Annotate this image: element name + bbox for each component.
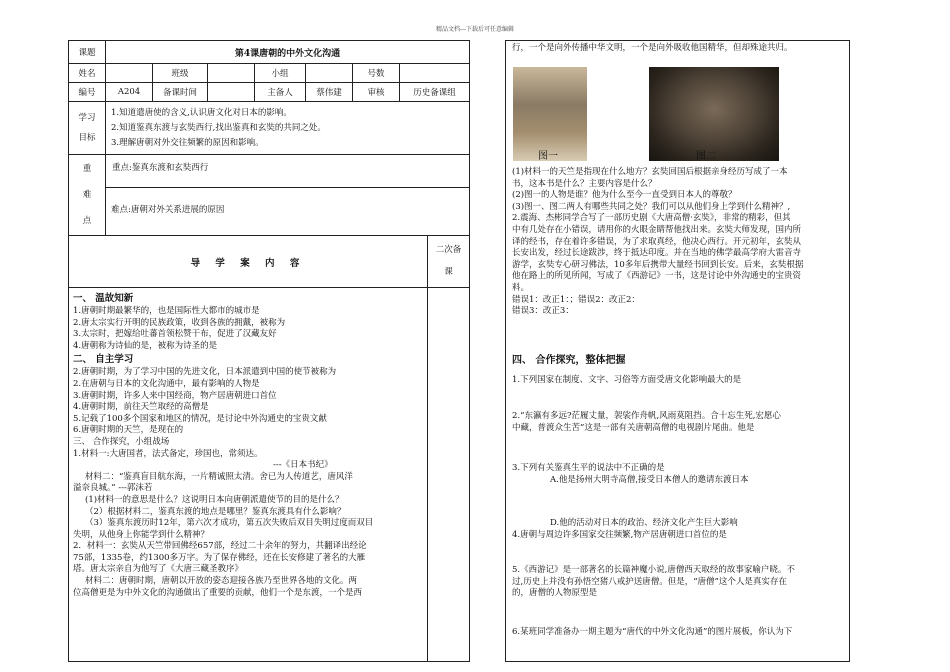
body-line: 材料二：“鉴真盲目航东海，一片精诚照太清。舍已为人传道艺，唐风洋	[85, 471, 353, 482]
title-label: 课题	[69, 41, 106, 63]
content-header-row	[69, 236, 469, 288]
body-line: 4.唐朝称为诗仙的是，被称为诗圣的是	[73, 340, 218, 351]
body-line: 二、 自主学习	[73, 354, 134, 366]
difficult-point: 难点:唐朝对外关系进展的原因	[111, 205, 225, 215]
key-point: 重点:鉴真东渡和玄奘西行	[112, 163, 209, 173]
question-3-option-a: A.他是扬州大明寺高僧,接受日本僧人的邀请东渡日本	[550, 475, 749, 485]
number-label: 号数	[353, 64, 400, 82]
question-5-line: 的，唐僧的人物原型是	[512, 588, 598, 599]
body-line: 75部，1335卷，约1300多万字。为了保存佛经，还在长安修建了著名的大雁	[73, 552, 366, 563]
body-line: 3.太宗时，把嫁给吐蕃首领松赞干布，促进了汉藏友好	[73, 329, 277, 340]
prep-time-value	[208, 83, 255, 101]
name-label: 姓名	[69, 64, 106, 82]
question-5-line: 过,历史上并没有孙悟空猪八戒护送唐僧。但是，“唐僧”这个人是真实存在	[512, 576, 787, 587]
name-row	[69, 64, 469, 83]
question-2-line: 2.“东瀛有多远?茫履丈量，袈裟作舟帆,风雨莫阻挡。合十忘生死,宏愿心	[512, 411, 781, 421]
preparer-label: 主备人	[255, 83, 306, 101]
body-line: ---《日本书纪》	[273, 460, 333, 471]
body-line: （2）根据材料二，鉴真东渡的地点是哪里？鉴真东渡具有什么影响？	[85, 506, 346, 517]
body-line: （3）鉴真东渡历时12年，第六次才成功，第五次失败后双目失明过度而双目	[85, 518, 374, 529]
right-body-text	[512, 167, 850, 318]
class-value	[208, 64, 255, 82]
class-label: 班级	[153, 64, 208, 82]
body-line: 一、 温故知新	[73, 293, 134, 304]
body-line: 2.在唐朝与日本的文化沟通中，最有影响的人物是	[73, 378, 260, 389]
question-5-line: 5.《西游记》是一部著名的长篇神魔小说,唐僧西天取经的故事家喻户晓。不	[512, 565, 795, 575]
code-value: A204	[106, 83, 153, 101]
body-line: (3)图一、图二两人有哪些共同之处？我们可以从他们身上学到什么精神？,	[512, 201, 791, 212]
body-line: 书，这本书是什么？主要内容是什么？	[512, 178, 657, 189]
preparer-value: 蔡伟建	[306, 83, 353, 101]
figure-1-caption: 图一	[538, 151, 558, 162]
body-line: 失明，从他身上你能学到什么精神？	[73, 529, 210, 540]
body-line: 材料二：唐朝时期，唐朝以开放的姿态迎接各族乃至世界各地的文化。两	[85, 576, 358, 587]
body-line: 中有几处存在小错误，请用你的火眼金睛帮他找出来。玄奘大师发现，国内所	[512, 224, 802, 235]
goals-list	[111, 106, 326, 151]
body-line: 译的经书，存在着许多错误，为了求取真经，他决心西行。开元初年，玄奘从	[512, 236, 802, 247]
group-value	[306, 64, 353, 82]
code-label: 编号	[69, 83, 106, 101]
lesson-table	[68, 40, 470, 662]
goal-item: 3.理解唐朝对外交往频繁的原因和影响。	[111, 138, 264, 148]
body-line: 长安出发，经过长途跋涉，终于抵达印度。并在当地的佛学最高学府大雷音寺	[512, 248, 802, 259]
body-line: 游学，玄奘专心研习佛法，10多年后携带大量经书回到长安。后来，玄奘根据	[512, 259, 804, 270]
body-line: 溢奈良城。” ---郭沫若	[73, 483, 153, 494]
question-4: 4.唐朝与周边许多国家交往频繁,物产居唐朝进口首位的是	[512, 530, 727, 540]
body-line: 错误1：改正1：；错误2：改正2：	[512, 294, 640, 305]
body-line: 6.唐朝时期的天竺，是现在的	[73, 425, 184, 436]
page-header: 精品文档---下载后可任意编辑	[435, 26, 515, 33]
content-header: 导 学 案 内 容	[69, 236, 428, 287]
body-line: 2．材料一：玄奘从天竺带回佛经657部，经过二十余年的努力，共翻译出经论	[73, 541, 367, 552]
number-value	[400, 64, 469, 82]
body-line: (2)图一的人物是谁？他为什么至今一直受到日本人的尊敬？	[512, 190, 737, 201]
group-label: 小组	[255, 64, 306, 82]
body-line: (1)材料一的意思是什么？这说明日本向唐朝派遣使节的目的是什么？	[85, 494, 344, 505]
prep-time-label: 备课时间	[153, 83, 208, 101]
goals-label: 学习 目标	[69, 102, 106, 154]
goal-item: 2.知道鉴真东渡与玄奘西行,找出鉴真和玄奘的共同之处。	[111, 123, 326, 133]
second-prep-label: 二次备 课	[435, 245, 462, 277]
question-3: 3.下列有关鉴真生平的说法中不正确的是	[512, 463, 665, 473]
body-line: 错误3：改正3：	[512, 306, 574, 317]
body-line: 他在路上的所见所闻，写成了《西游记》一书，这是讨论中外沟通史的宝贵资	[512, 271, 802, 282]
question-6: 6.某班同学准备办一期主题为“唐代的中外文化沟通”的图片展板，你认为下	[512, 627, 793, 637]
body-line: 1.唐朝时期最繁华的，也是国际性大都市的城市是	[73, 306, 260, 316]
meta-row	[69, 83, 469, 102]
body-line: 位高僧更是为中外文化的沟通做出了重要的贡献，他们一个是东渡，一个是西	[73, 587, 363, 598]
right-page	[505, 40, 850, 662]
goal-item: 1.知道遣唐使的含义,认识唐文化对日本的影响。	[111, 108, 292, 118]
body-line: 2.震海、杰彬同学合写了一部历史剧《大唐高僧·玄奘》，非常的精彩，但其	[512, 213, 791, 224]
lesson-title: 第4课唐朝的中外文化沟通	[234, 48, 341, 59]
section-4-heading: 四、 合作探究，整体把握	[512, 355, 626, 366]
question-2-line: 中藏，普渡众生苦”这是一部有关唐朝高僧的电视剧片尾曲。他是	[512, 422, 755, 433]
question-1: 1.下列国家在制度、文字、习俗等方面受唐文化影响最大的是	[512, 375, 742, 385]
keypoints-label: 重 难 点	[69, 155, 106, 235]
review-value: 历史备课组	[413, 88, 456, 98]
name-value	[106, 64, 153, 82]
body-line: 2.唐太宗实行开明的民族政策，收到各族的拥戴，被称为	[73, 317, 286, 328]
left-body-text	[73, 291, 425, 599]
goals-row	[69, 102, 469, 155]
body-line: 4.唐朝时期，前往天竺取经的高僧是	[73, 402, 209, 413]
figure-2-caption: 图二	[696, 151, 716, 162]
right-top-text: 行，一个是向外传播中华文明，一个是向外吸收他国精华，但却殊途共归。	[512, 43, 793, 53]
body-line: 塔。唐太宗亲自为他写了《大唐三藏圣教序》	[73, 564, 244, 575]
keypoints-row	[69, 155, 469, 236]
body-line: 三、 合作探究，小组战场	[73, 436, 170, 447]
body-line: 料。	[512, 282, 530, 293]
question-3-option-d: D.他的活动对日本的政治、经济文化产生巨大影响	[550, 518, 738, 528]
second-prep-column	[427, 288, 428, 661]
title-row	[69, 41, 469, 64]
body-line: 2.唐朝时期，为了学习中国的先进文化，日本派遣到中国的使节被称为	[73, 367, 337, 378]
body-line: 5.记载了100多个国家和地区的情况，是讨论中外沟通史的宝贵文献	[73, 413, 327, 424]
body-line: 3.唐朝时期，许多人来中国经商，物产居唐朝进口首位	[73, 390, 277, 401]
body-line: 1.材料一:大唐国者，法式备定，珍国也，常须达。	[73, 448, 263, 459]
review-label: 审核	[353, 83, 400, 101]
body-line: (1)材料一的天竺是指现在什么地方？玄奘回国后根据亲身经历写成了一本	[512, 167, 788, 177]
